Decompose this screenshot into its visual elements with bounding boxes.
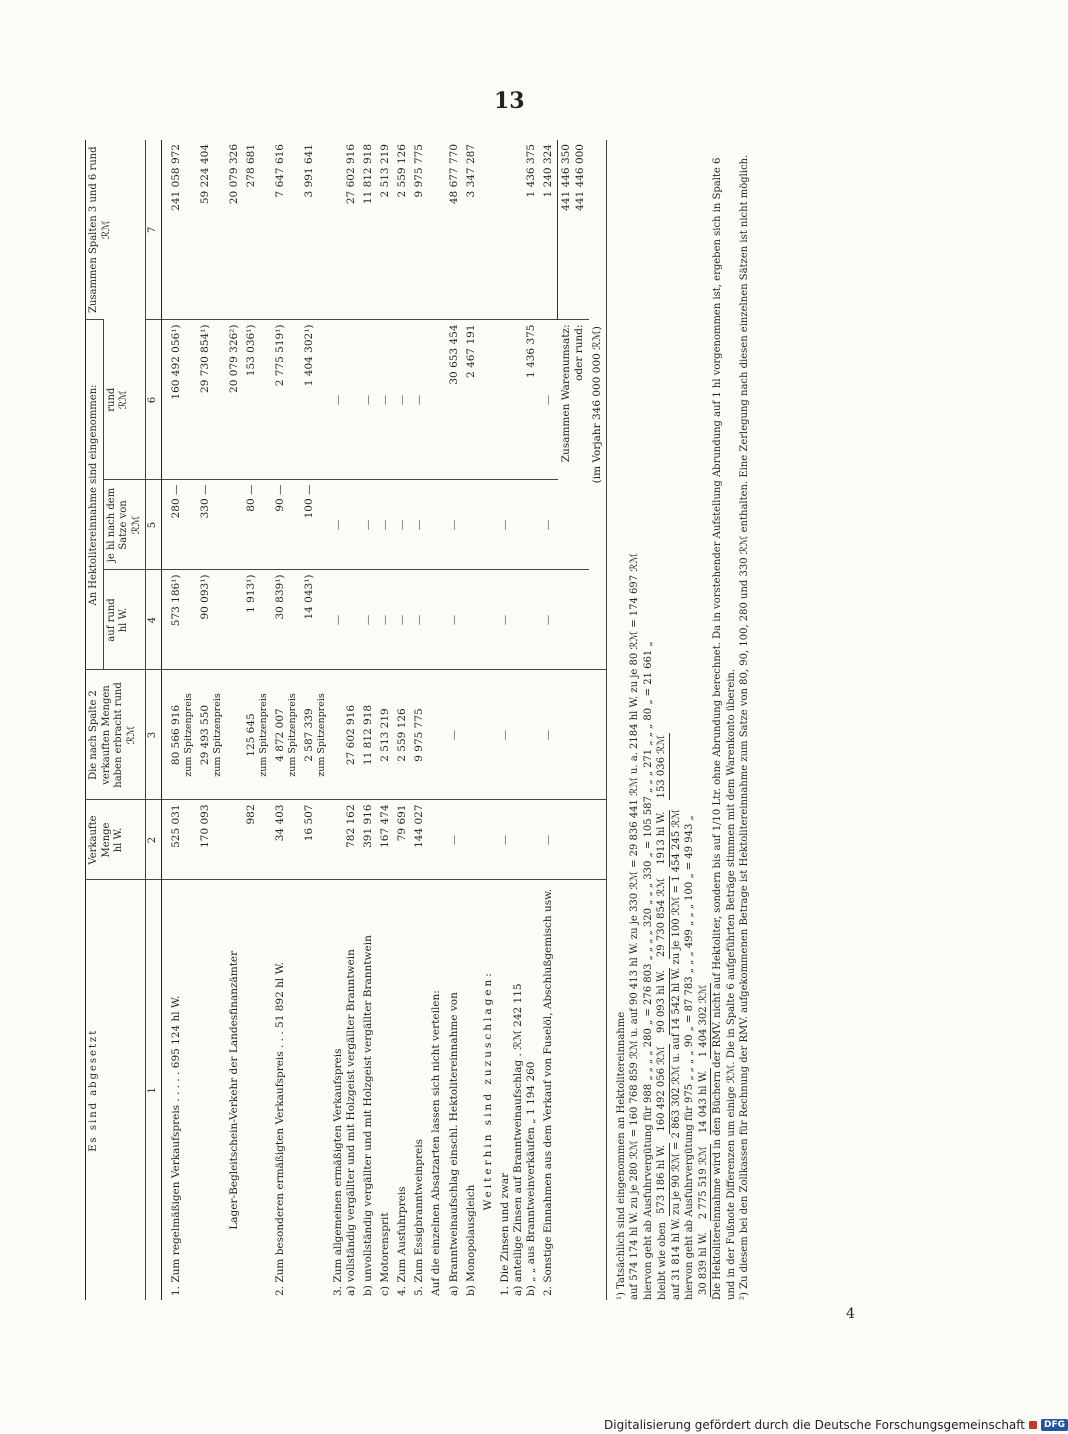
table-row <box>168 140 197 1300</box>
cell: 2 513 219 <box>377 670 394 800</box>
cell: 7 647 616 <box>273 144 286 198</box>
column-number-row <box>146 140 162 1300</box>
col-num-1: 1 <box>146 880 162 1300</box>
cell: 2 513 219 <box>379 144 391 198</box>
cell: 9 975 775 <box>411 670 428 800</box>
cell: 90 093¹) <box>197 570 226 670</box>
prev-year-note: (im Vorjahr 346 000 000 ℛℳ) <box>590 326 603 484</box>
table-row: b) unvollständig vergällter und mit Holzgeist vergällter Branntwein 391 916 11 812 918 — — — 11 812 918 <box>360 140 377 1300</box>
row-label: 1. Die Zinsen und zwar a) anteilige Zinsen auf Branntweinaufschlag . ℛℳ 242 115 b) „ „ aus Branntweinverkäufen „ 1 194 260 <box>497 880 540 1300</box>
cell: 34 403 <box>272 800 301 880</box>
cell: 982 <box>243 800 272 880</box>
header-satz: je hl nach dem Satze von ℛℳ <box>103 480 146 570</box>
table-row: 4. Zum Ausfuhrpreis 79 691 2 559 126 — — — 2 559 126 <box>394 140 411 1300</box>
cell: 170 093 <box>197 800 226 880</box>
dfg-credit-line <box>604 1418 1068 1432</box>
cell: 27 602 916 <box>330 670 360 800</box>
col-num-2: 2 <box>146 800 162 880</box>
cell: 330 — <box>197 480 226 570</box>
dfg-logo-icon: DFG <box>1041 1419 1068 1431</box>
row-label: c) Motorensprit <box>377 880 394 1300</box>
table-row: 5. Zum Essigbranntweinpreis 144 027 9 975 775 — — — 9 975 775 <box>411 140 428 1300</box>
cell: 1 913¹) <box>243 570 272 670</box>
cell: 573 186¹) <box>168 570 197 670</box>
cell: 525 031 <box>168 800 197 880</box>
row-label: b) unvollständig vergällter und mit Holzgeist vergällter Branntwein <box>360 880 377 1300</box>
page-number: 13 <box>494 88 525 114</box>
col-num-5: 5 <box>146 480 162 570</box>
footnote-line: auf 574 174 hl W. zu je 280 ℛℳ = 160 768 859 ℛℳ u. auf 90 413 hl W. zu je 330 ℛℳ = 29 836 441 ℛℳ u. a. 2184 hl W. zu je 80 ℛℳ = 174 697 ℛℳ <box>629 553 641 1300</box>
table-row <box>428 140 445 1300</box>
table-row <box>463 140 480 1300</box>
cell: 144 027 <box>411 800 428 880</box>
cell: 100 — <box>301 480 330 570</box>
total-value: 441 446 350 441 446 000 <box>560 144 586 211</box>
cell: 391 916 <box>360 800 377 880</box>
sales-table <box>85 140 607 1300</box>
cell: 27 602 916 <box>344 144 357 205</box>
cell: 14 043¹) <box>301 570 330 670</box>
cell: 2 775 519¹) <box>272 320 301 480</box>
row-label: 2. Zum besonderen ermäßigten Verkaufspreis . . . 51 892 hl W. <box>272 880 301 1300</box>
cell: 241 058 972 <box>169 144 182 211</box>
header-menge: Verkaufte Menge hl W. <box>86 800 146 880</box>
cell: 30 839¹) <box>272 570 301 670</box>
footnote-line: auf 31 814 hl W. zu je 90 ℛℳ = 2 863 302 ℛℳ u. auf 14 542 hl W. zu je 100 ℛℳ = 1 454 245 ℛℳ <box>670 809 682 1300</box>
cell: 90 — <box>272 480 301 570</box>
cell: 29 493 550 zum Spitzenpreis <box>197 670 226 800</box>
table-row: 2. Sonstige Einnahmen aus dem Verkauf von Fuselöl, Abschlußgemisch usw. — — — — — 1 240 324 <box>540 140 558 1300</box>
cell: 3 347 287 <box>464 144 477 198</box>
cell: 16 507 <box>301 800 330 880</box>
footnote-line: bleibt wie oben 573 186 hl W. 160 492 056 ℛℳ 90 093 hl W. 29 730 854 ℛℳ 1913 hl W. 153 036 ℛℳ <box>656 735 668 1300</box>
footnote-1-text: Die Hektolitereinnahme wird in den Büchern der RMV. nicht auf Hektoliter, sondern bis auf 1/10 Ltr. ohne Abrundung berechnet. Da in vorstehender Aufstellung Abrundung auf 1 hl vorgenommen ist, ergeben sich in Spalte 6 und in der Fußnote Differenzen um einige ℛℳ. Die in Spalte 6 aufgeführten Beträge stimmen mit dem Warenkonto überein. <box>712 157 737 1300</box>
dfg-credit-text: Digitalisierung gefördert durch die Deutsche Forschungsgemeinschaft <box>604 1418 1026 1432</box>
cell: 48 677 770 <box>447 144 460 205</box>
cell: 80 566 916 zum Spitzenpreis <box>168 670 197 800</box>
header-auf-rund: auf rund hl W. <box>103 570 146 670</box>
cell: 20 079 326²) <box>226 320 243 480</box>
row-label: 1. Zum regelmäßigen Verkaufspreis . . . . . 695 124 hl W. <box>168 880 197 1300</box>
row-label: 2. Sonstige Einnahmen aus dem Verkauf von Fuselöl, Abschlußgemisch usw. <box>540 880 558 1300</box>
cell: 280 — <box>168 480 197 570</box>
cell: 160 492 056¹) <box>168 320 197 480</box>
cell: 167 474 <box>377 800 394 880</box>
cell: 2 467 191 <box>463 320 480 480</box>
cell: 80 — <box>243 480 272 570</box>
cell: 20 079 326 <box>227 144 240 205</box>
cell: 1 404 302¹) <box>301 320 330 480</box>
rotated-statistics-page <box>85 140 820 1300</box>
cell: 1 436 375 <box>497 320 540 480</box>
cell: 79 691 <box>394 800 411 880</box>
cell: 278 681 <box>244 144 257 188</box>
total-label: Zusammen Warenumsatz: oder rund: <box>558 320 589 570</box>
cell: 3 991 641 <box>302 144 315 198</box>
section-heading: Weiterhin sind zuzuschlagen: <box>480 880 497 1300</box>
footnote-1-intro: ¹) Tatsächlich sind eingenommen an Hektolitereinnahme <box>615 1011 627 1300</box>
col-num-6: 6 <box>146 320 162 480</box>
header-zusammen: Zusammen Spalten 3 und 6 rund ℛℳ <box>86 140 146 320</box>
row-label: a) Branntweinaufschlag einschl. Hektolitereinnahme von <box>446 880 463 1300</box>
total-row <box>558 140 589 1300</box>
table-row <box>272 140 301 1300</box>
footnote-2-text: ²) Zu diesem bei den Zollkassen für Rechnung der RMV. aufgekommenen Betrage ist Hektolitereinnahme zum Satze von 80, 90, 100, 280 und 330 ℛℳ enthalten. Eine Zerlegung nach diesen einzelnen Sätzen ist nicht möglich. <box>739 154 751 1300</box>
footnote-line: hiervon geht ab Ausfuhrvergütung für 975 „ „ „ „ 90 „ = 87 783 „ „ „ 499 „ „ „ 100 „ = 49 943 „ <box>684 815 696 1300</box>
table-row <box>301 140 330 1300</box>
col-num-3: 3 <box>146 670 162 800</box>
cell: 153 036¹) <box>243 320 272 480</box>
cell: 11 812 918 <box>361 144 374 205</box>
cell: 782 162 <box>330 800 360 880</box>
table-row <box>197 140 226 1300</box>
header-rund: rund ℛℳ <box>103 320 146 480</box>
header-hektoliter-group: An Hektolitereinnahme sind eingenommen: <box>86 320 104 670</box>
table-row: 1. Die Zinsen und zwar a) anteilige Zinsen auf Branntweinaufschlag . ℛℳ 242 115 b) „ „ aus Branntweinverkäufen „ 1 194 260 — — — — 1 436 375 1 436 375 <box>497 140 540 1300</box>
cell: 2 559 126 <box>394 670 411 800</box>
cell: 125 645 zum Spitzenpreis <box>243 670 272 800</box>
col-num-4: 4 <box>146 570 162 670</box>
footnote-line: hiervon geht ab Ausfuhrvergütung für 988 „ „ „ „ 280 „ = 276 803 „ „ „ „ 320 „ „ „ 330 „ = 105 587 „ „ „ 271 „ „ „ 80 „ = 21 661 „ <box>642 641 654 1300</box>
table-row <box>243 140 272 1300</box>
table-row <box>480 140 497 1300</box>
cell: 29 730 854¹) <box>197 320 226 480</box>
table-row: 3. Zum allgemeinen ermäßigten Verkaufspreis a) vollständig vergällter und mit Holzgeist vergällter Branntwein 782 162 27 602 916 — — — 27 602 916 <box>330 140 360 1300</box>
bottom-mark: 4 <box>846 1306 855 1322</box>
cell: 4 872 007 zum Spitzenpreis <box>272 670 301 800</box>
footnote-line: 30 839 hl W. 2 775 519 ℛℳ 14 043 hl W. 1 404 302 ℛℳ <box>697 140 712 1300</box>
col-num-7: 7 <box>146 140 162 320</box>
header-erbracht: Die nach Spalte 2 verkauften Mengen haben erbracht rund ℛℳ <box>86 670 146 800</box>
table-row: a) Branntweinaufschlag einschl. Hektolitereinnahme von — — — — 30 653 454 48 677 770 <box>446 140 463 1300</box>
row-label: 5. Zum Essigbranntweinpreis <box>411 880 428 1300</box>
row-label: Auf die einzelnen Absatzarten lassen sich nicht verteilen: <box>428 880 445 1300</box>
cell: 1 436 375 <box>525 144 538 198</box>
header-abgesetzt: Es sind abgesetzt <box>86 880 146 1300</box>
table-row: c) Motorensprit 167 474 2 513 219 — — — 2 513 219 <box>377 140 394 1300</box>
cell: 30 653 454 <box>446 320 463 480</box>
dfg-square-icon <box>1029 1421 1037 1429</box>
cell: 2 559 126 <box>396 144 409 198</box>
cell: 9 975 775 <box>413 144 426 198</box>
footnotes <box>615 140 752 1300</box>
prev-year-row <box>589 140 607 1300</box>
row-label: Lager-Begleitschein-Verkehr der Landesfinanzämter <box>226 880 243 1300</box>
cell: 2 587 339 zum Spitzenpreis <box>301 670 330 800</box>
cell: 59 224 404 <box>198 144 211 205</box>
row-label: 4. Zum Ausfuhrpreis <box>394 880 411 1300</box>
row-label: 3. Zum allgemeinen ermäßigten Verkaufspreis a) vollständig vergällter und mit Holzgeist vergällter Branntwein <box>330 880 360 1300</box>
cell: 1 240 324 <box>540 140 558 320</box>
table-row <box>226 140 243 1300</box>
cell: 11 812 918 <box>360 670 377 800</box>
row-label: b) Monopolausgleich <box>463 880 480 1300</box>
